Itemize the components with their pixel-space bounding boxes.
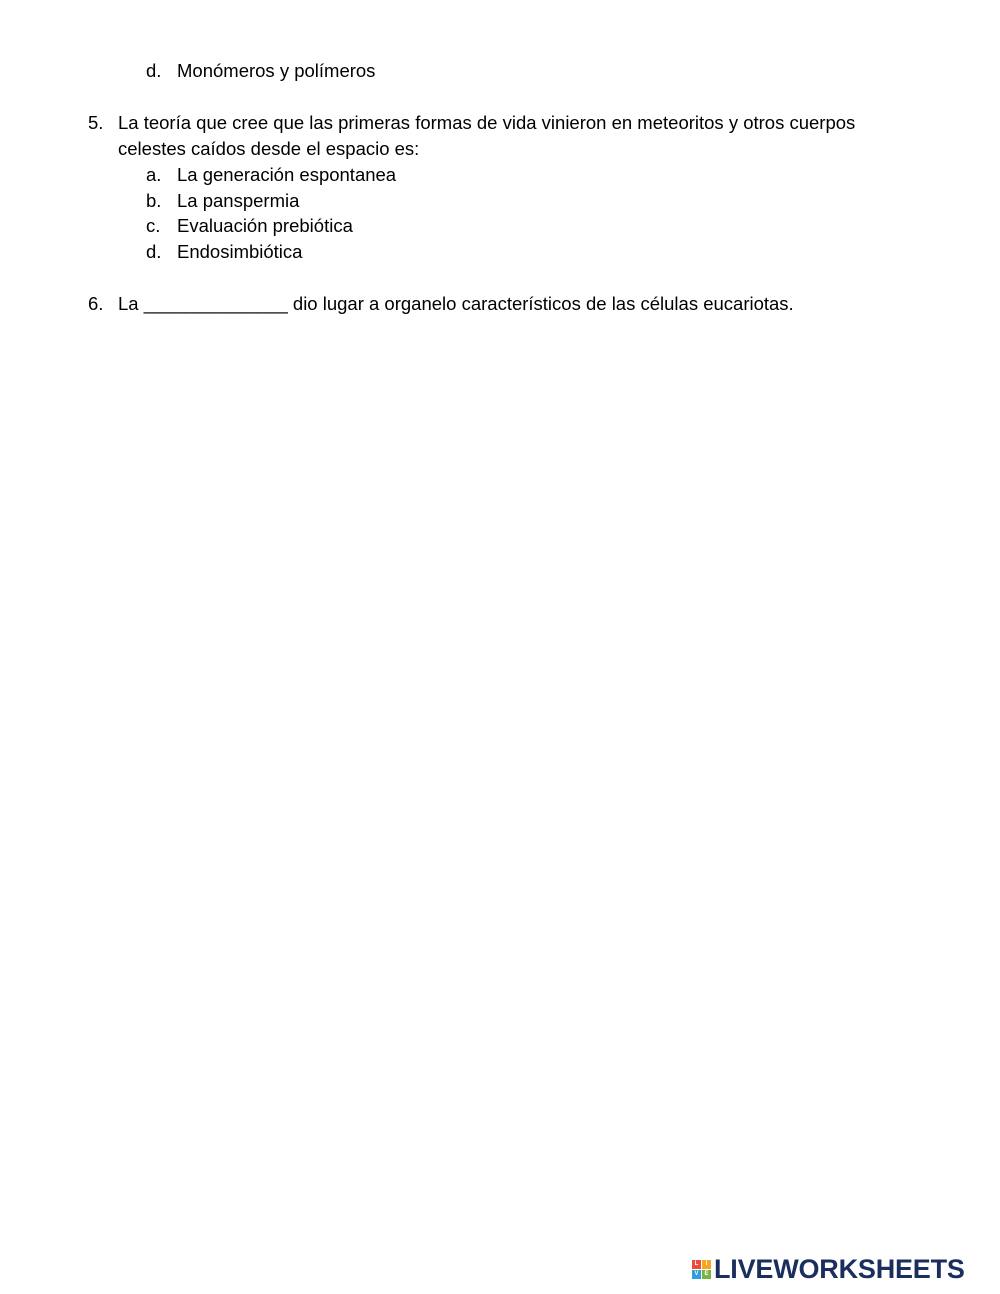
q5-option-a-marker: a.	[146, 164, 162, 185]
q5-option-b-marker: b.	[146, 190, 162, 211]
q4-option-d-marker: d.	[146, 60, 162, 81]
logo-cell-v: V	[692, 1270, 701, 1279]
logo-wordmark: LIVEWORKSHEETS	[714, 1253, 965, 1284]
q5-option-b-text[interactable]: La panspermia	[177, 190, 300, 211]
q5-number: 5.	[88, 112, 104, 133]
q5-option-d-marker: d.	[146, 241, 162, 262]
q5-option-d-text[interactable]: Endosimbiótica	[177, 241, 303, 262]
q5-question-line-1: La teoría que cree que las primeras formas de vida vinieron en meteoritos y otros cuerpos	[118, 112, 856, 133]
q6-question-text[interactable]: La ______________ dio lugar a organelo característicos de las células eucariotas.	[118, 293, 794, 314]
liveworksheets-logo	[692, 1255, 965, 1283]
logo-cell-i: I	[702, 1260, 711, 1269]
logo-icon	[692, 1260, 711, 1279]
q5-question-line-2: celestes caídos desde el espacio es:	[118, 138, 420, 159]
q5-option-c-text[interactable]: Evaluación prebiótica	[177, 215, 353, 236]
q6-number: 6.	[88, 293, 104, 314]
logo-cell-l: L	[692, 1260, 701, 1269]
logo-cell-e: E	[702, 1270, 711, 1279]
q4-option-d-text: Monómeros y polímeros	[177, 60, 376, 81]
q5-option-c-marker: c.	[146, 215, 161, 236]
q5-option-a-text[interactable]: La generación espontanea	[177, 164, 397, 185]
